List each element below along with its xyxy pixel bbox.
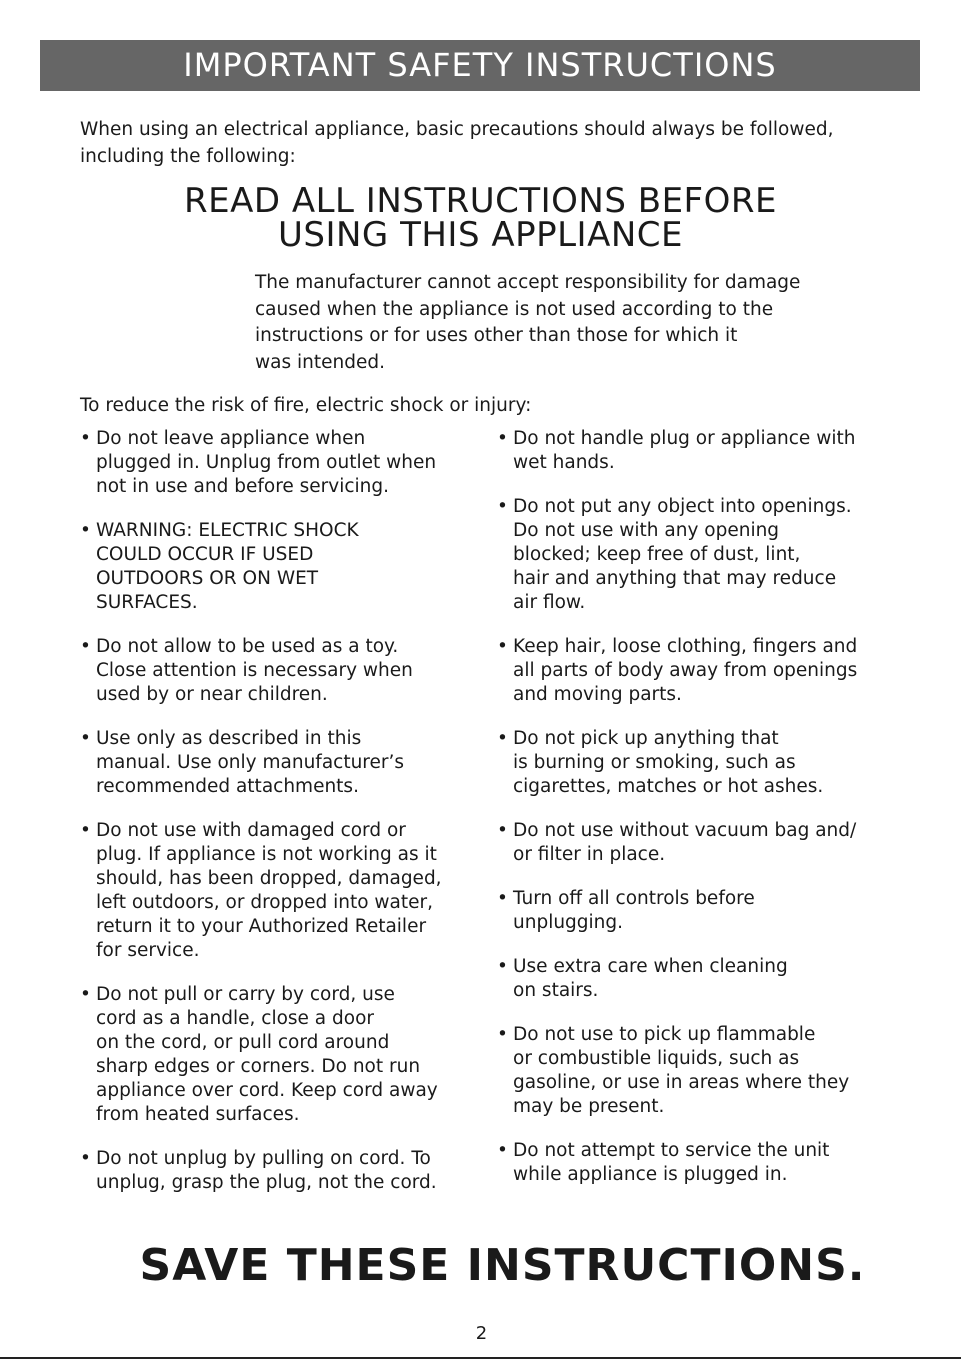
bullet-point: • (80, 428, 91, 449)
instruction-item (80, 983, 480, 1127)
instruction-line: Do not allow to be used as a toy. (96, 636, 399, 657)
instruction-line: SURFACES. (96, 592, 198, 613)
bullet-point: • (497, 496, 508, 517)
manufacturer-note-line: caused when the appliance is not used according to the (255, 298, 774, 320)
instruction-item (497, 1139, 902, 1187)
manufacturer-note (255, 270, 895, 376)
instruction-line: air flow. (513, 592, 586, 613)
bullet-point: • (80, 1148, 91, 1169)
bullet-point: • (80, 728, 91, 749)
instruction-line: cigarettes, matches or hot ashes. (513, 776, 824, 797)
instruction-line: not in use and before servicing. (96, 476, 390, 497)
risk-intro: To reduce the risk of fire, electric shock or injury: (80, 395, 532, 416)
instruction-item (497, 427, 902, 475)
instruction-line: may be present. (513, 1096, 665, 1117)
bullet-point: • (497, 820, 508, 841)
instruction-line: while appliance is plugged in. (513, 1164, 788, 1185)
instruction-item (497, 635, 902, 707)
instruction-line: Turn off all controls before (513, 888, 755, 909)
instruction-line: manual. Use only manufacturer’s (96, 752, 405, 773)
bullet-point: • (80, 520, 91, 541)
instruction-line: Do not use to pick up flammable (513, 1024, 816, 1045)
instruction-item (80, 727, 480, 799)
instruction-line: WARNING: ELECTRIC SHOCK (96, 520, 359, 541)
bullet-point: • (497, 888, 508, 909)
instruction-line: left outdoors, or dropped into water, (96, 892, 433, 913)
instruction-line: Do not use with damaged cord or (96, 820, 406, 841)
bottom-rule (0, 1357, 961, 1359)
instruction-item (80, 635, 480, 707)
section-header (40, 40, 920, 91)
instruction-line: Close attention is necessary when (96, 660, 413, 681)
bullet-point: • (497, 728, 508, 749)
instruction-item (80, 819, 480, 963)
instruction-line: on the cord, or pull cord around (96, 1032, 390, 1053)
instruction-item (80, 427, 480, 499)
instruction-line: Keep hair, loose clothing, fingers and (513, 636, 858, 657)
instruction-item (497, 727, 902, 799)
read-all-heading (0, 181, 961, 255)
instruction-line: on stairs. (513, 980, 599, 1001)
instruction-line: Do not unplug by pulling on cord. To (96, 1148, 431, 1169)
instruction-item (497, 819, 902, 867)
bullet-point: • (497, 956, 508, 977)
bullet-point: • (497, 636, 508, 657)
instruction-line: for service. (96, 940, 200, 961)
bullet-point: • (80, 984, 91, 1005)
read-all-line-1: READ ALL INSTRUCTIONS BEFORE (184, 181, 777, 221)
bullet-point: • (80, 820, 91, 841)
page-number: 2 (475, 1323, 488, 1344)
section-title: IMPORTANT SAFETY INSTRUCTIONS (183, 46, 777, 84)
instruction-item (497, 955, 902, 1003)
instruction-line: or filter in place. (513, 844, 666, 865)
instruction-line: used by or near children. (96, 684, 328, 705)
instruction-item (497, 1023, 902, 1119)
instruction-line: return it to your Authorized Retailer (96, 916, 427, 937)
instruction-line: Do not use without vacuum bag and/ (513, 820, 857, 841)
instruction-line: COULD OCCUR IF USED (96, 544, 314, 565)
instruction-line: Do not put any object into openings. (513, 496, 852, 517)
instruction-item (497, 887, 902, 935)
manufacturer-note-line: was intended. (255, 351, 385, 373)
instruction-item (80, 1147, 480, 1195)
intro-paragraph: When using an electrical appliance, basic precautions should always be followed, including the following: (80, 119, 834, 167)
instruction-line: cord as a handle, close a door (96, 1008, 375, 1029)
instruction-line: appliance over cord. Keep cord away (96, 1080, 438, 1101)
instruction-line: Do not pull or carry by cord, use (96, 984, 395, 1005)
manufacturer-note-line: instructions or for uses other than those for which it (255, 325, 738, 346)
instruction-line: from heated surfaces. (96, 1104, 300, 1125)
read-all-line-2: USING THIS APPLIANCE (278, 215, 683, 255)
bullet-point: • (497, 428, 508, 449)
instruction-line: or combustible liquids, such as (513, 1048, 800, 1069)
instruction-line: unplugging. (513, 912, 624, 933)
instruction-item (80, 519, 480, 615)
instruction-line: wet hands. (513, 452, 615, 473)
instruction-line: sharp edges or corners. Do not run (96, 1056, 421, 1077)
instruction-line: and moving parts. (513, 684, 682, 705)
bullet-point: • (497, 1024, 508, 1045)
instruction-line: all parts of body away from openings (513, 660, 858, 681)
instruction-line: Do not handle plug or appliance with (513, 428, 856, 449)
instruction-line: Do not leave appliance when (96, 428, 366, 449)
instruction-item (497, 495, 902, 615)
instruction-line: gasoline, or use in areas where they (513, 1072, 850, 1093)
instruction-line: OUTDOORS OR ON WET (96, 568, 319, 589)
instruction-line: plug. If appliance is not working as it (96, 844, 437, 865)
instruction-line: recommended attachments. (96, 776, 359, 797)
manufacturer-note-line: The manufacturer cannot accept responsibility for damage (255, 272, 801, 293)
instruction-line: Do not use with any opening (513, 520, 780, 541)
instruction-line: is burning or smoking, such as (513, 752, 796, 773)
instruction-line: hair and anything that may reduce (513, 568, 837, 589)
left-instruction-column (80, 427, 480, 1215)
instruction-line: blocked; keep free of dust, lint, (513, 544, 801, 565)
bullet-point: • (80, 636, 91, 657)
instruction-line: unplug, grasp the plug, not the cord. (96, 1172, 437, 1193)
instruction-line: Do not pick up anything that (513, 728, 779, 749)
instruction-line: Use extra care when cleaning (513, 956, 788, 977)
instruction-line: should, has been dropped, damaged, (96, 868, 442, 889)
bullet-point: • (497, 1140, 508, 1161)
right-instruction-column (497, 427, 902, 1207)
instruction-line: Use only as described in this (96, 728, 362, 749)
instruction-line: plugged in. Unplug from outlet when (96, 452, 437, 473)
instruction-line: Do not attempt to service the unit (513, 1140, 830, 1161)
save-instructions-heading: SAVE THESE INSTRUCTIONS. (139, 1240, 866, 1291)
